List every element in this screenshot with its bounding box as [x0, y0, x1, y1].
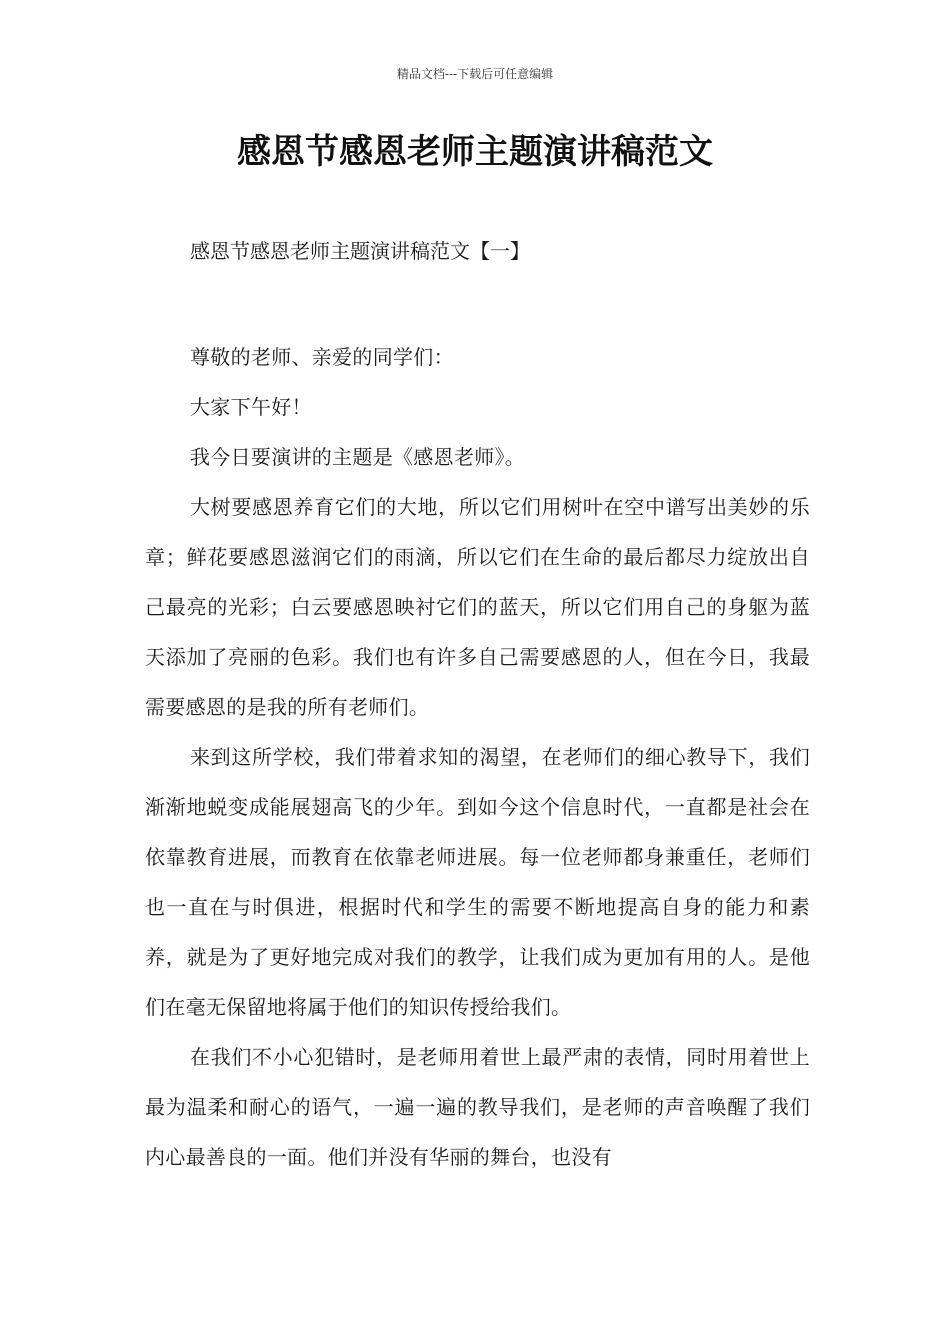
- paragraph-topic: 我今日要演讲的主题是《感恩老师》。: [190, 445, 526, 469]
- paragraph-greeting: 大家下午好！: [190, 395, 312, 419]
- document-title: 感恩节感恩老师主题演讲稿范文: [237, 132, 713, 172]
- header-note: 精品文档---下载后可任意编辑: [396, 67, 554, 81]
- paragraph-salutation: 尊敬的老师、亲爱的同学们：: [190, 345, 454, 369]
- section-title: 感恩节感恩老师主题演讲稿范文【一】: [190, 239, 530, 263]
- paragraph: 来到这所学校，我们带着求知的渴望，在老师们的细心教导下，我们渐渐地蜕变成能展翅高飞的少年。到如今这个信息时代，一直都是社会在依靠教育进展，而教育在依靠老师进展。每一位老师都身兼重任，老师们也一直在与时俱进，根据时代和学生的需要不断地提高自身的能力和素养，就是为了更好地完成对我们的教学，让我们成为更加有用的人。是他们在毫无保留地将属于他们的知识传授给我们。: [145, 745, 810, 1019]
- paragraph: 在我们不小心犯错时，是老师用着世上最严肃的表情，同时用着世上最为温柔和耐心的语气，一遍一遍的教导我们，是老师的声音唤醒了我们内心最善良的一面。他们并没有华丽的舞台，也没有: [145, 1045, 810, 1169]
- document-body: [145, 332, 810, 1182]
- paragraph: 大树要感恩养育它们的大地，所以它们用树叶在空中谱写出美妙的乐章；鲜花要感恩滋润它们的雨滴，所以它们在生命的最后都尽力绽放出自己最亮的光彩；白云要感恩映衬它们的蓝天，所以它们用自己的身躯为蓝天添加了亮丽的色彩。我们也有许多自己需要感恩的人，但在今日，我最需要感恩的是我的所有老师们。: [145, 495, 810, 719]
